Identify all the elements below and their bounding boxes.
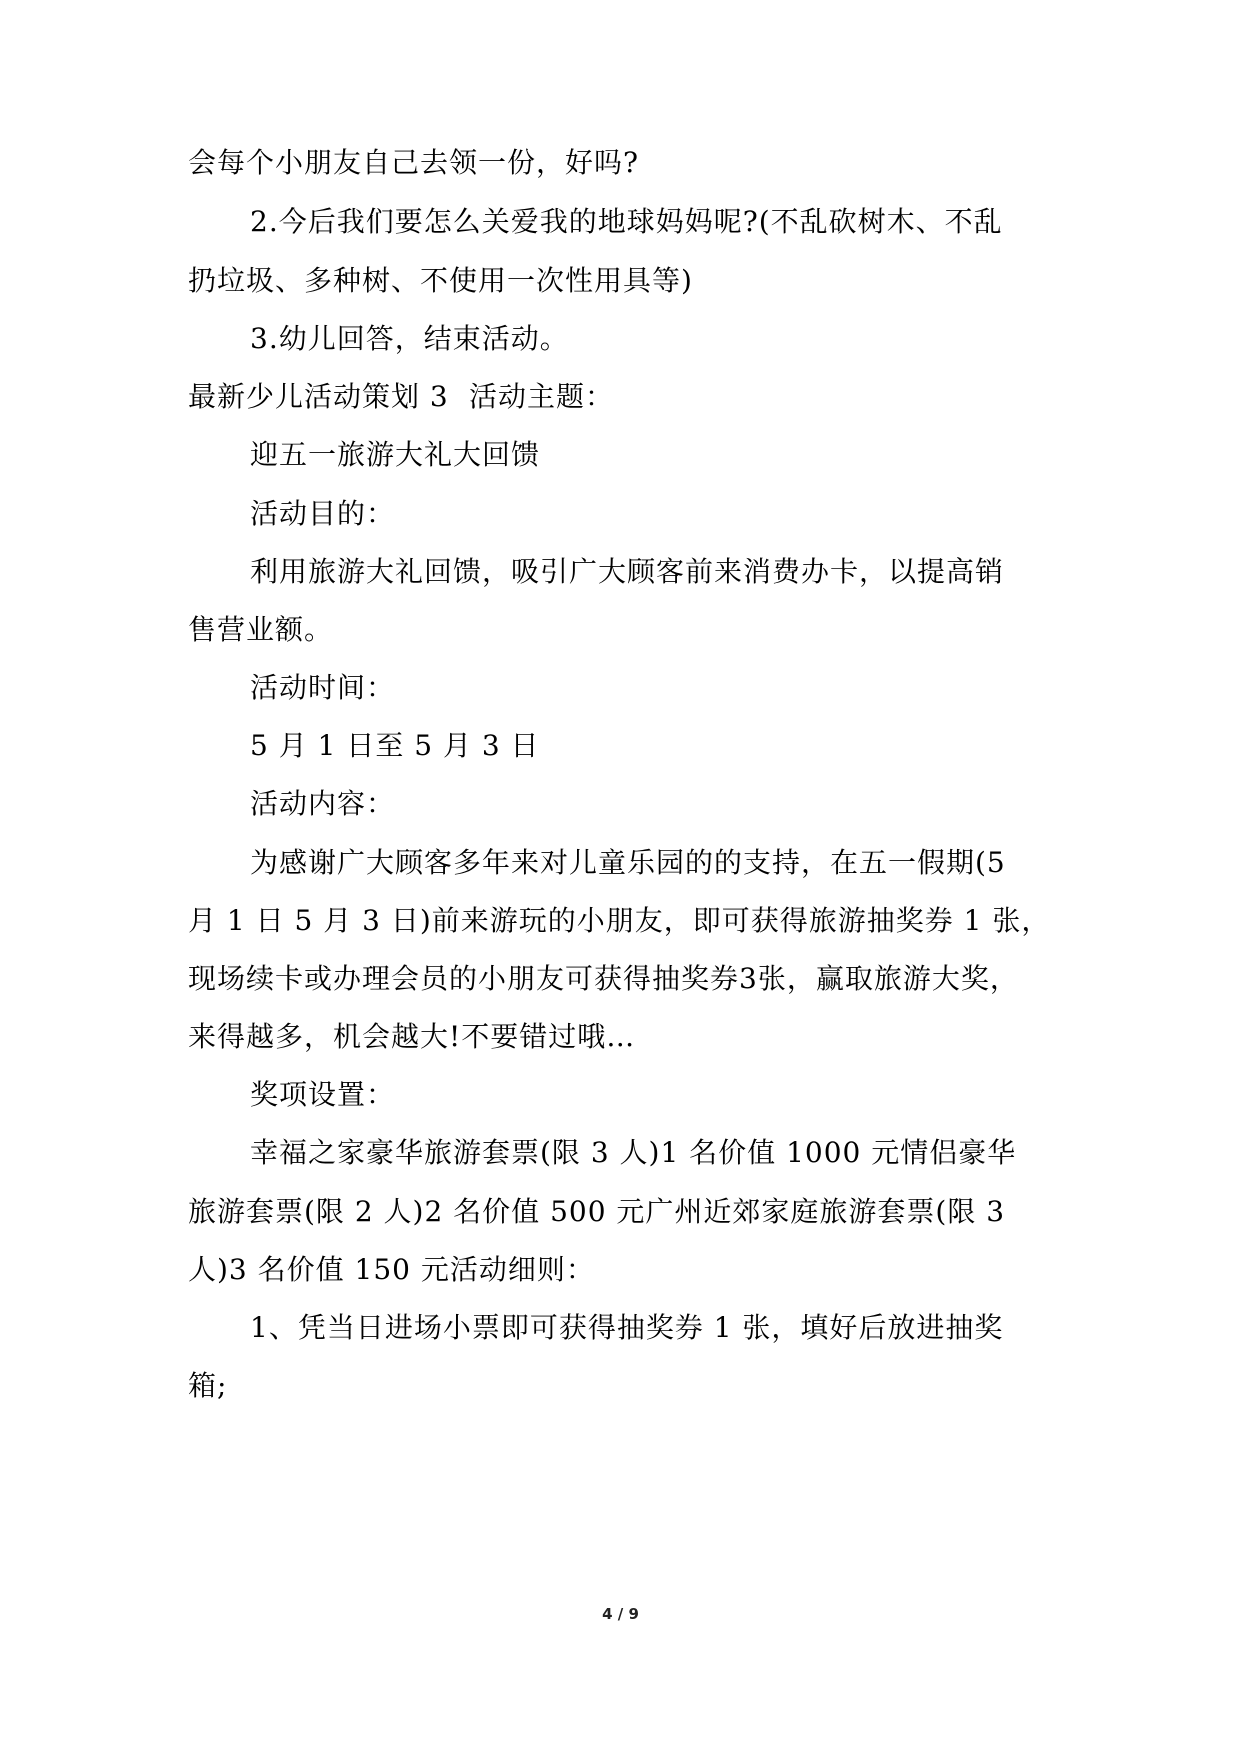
paragraph-line: 售营业额。 [188, 613, 334, 646]
page-number: 4 / 9 [602, 1605, 639, 1623]
paragraph-line: 5 月 1 日至 5 月 3 日 [250, 729, 540, 762]
section-heading: 最新少儿活动策划 3 [188, 380, 449, 413]
paragraph-line: 3.幼儿回答，结束活动。 [250, 322, 569, 355]
paragraph-line: 会每个小朋友自己去领一份，好吗? [188, 146, 640, 179]
paragraph-line: 幸福之家豪华旅游套票(限 3 人)1 名价值 1000 元情侣豪华 [250, 1136, 1017, 1169]
paragraph-line: 2.今后我们要怎么关爱我的地球妈妈呢?(不乱砍树木、不乱 [250, 205, 1003, 238]
paragraph-line: 现场续卡或办理会员的小朋友可获得抽奖券3张，赢取旅游大奖， [188, 962, 1019, 995]
paragraph-line: 迎五一旅游大礼大回馈 [250, 438, 541, 471]
paragraph-line: 活动内容： [250, 787, 396, 820]
paragraph-line: 活动目的： [250, 497, 396, 530]
paragraph-line: 活动时间： [250, 671, 396, 704]
paragraph-line: 箱; [188, 1369, 228, 1402]
paragraph-line: 来得越多，机会越大!不要错过哦… [188, 1020, 636, 1053]
paragraph-line: 为感谢广大顾客多年来对儿童乐园的的支持，在五一假期(5 [250, 846, 1006, 879]
paragraph-line: 旅游套票(限 2 人)2 名价值 500 元广州近郊家庭旅游套票(限 3 [188, 1195, 1006, 1228]
paragraph-line: 利用旅游大礼回馈，吸引广大顾客前来消费办卡，以提高销 [250, 555, 1005, 588]
paragraph-line: 月 1 日 5 月 3 日)前来游玩的小朋友，即可获得旅游抽奖券 1 张， [188, 904, 1051, 937]
paragraph-line: 扔垃圾、多种树、不使用一次性用具等) [188, 264, 693, 297]
paragraph-line: 奖项设置： [250, 1078, 396, 1111]
section-subheading: 活动主题： [469, 380, 615, 413]
paragraph-line: 人)3 名价值 150 元活动细则： [188, 1253, 595, 1286]
paragraph-line: 1、凭当日进场小票即可获得抽奖券 1 张，填好后放进抽奖 [250, 1311, 1004, 1344]
